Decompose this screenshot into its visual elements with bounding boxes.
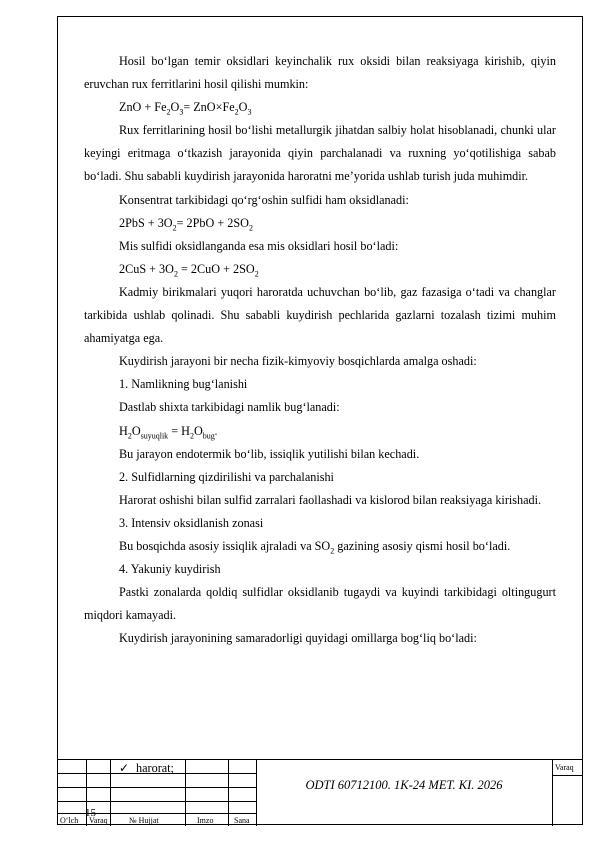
body-line — [84, 443, 556, 466]
text-run: Konsentrat tarkibidagi qo‘rg‘oshin sulfidi ham oksidlanadi: — [119, 192, 409, 207]
subscript: 3 — [179, 107, 184, 117]
checklist-item-text: harorat; — [136, 761, 174, 775]
stamp-olch-label: O‘lch — [60, 816, 79, 825]
text-run: = 2PbO + 2SO — [176, 215, 249, 230]
subscript: 2 — [172, 223, 177, 233]
text-run: = H — [168, 423, 190, 438]
title-block-stamp — [57, 759, 583, 826]
subscript: 2 — [234, 107, 239, 117]
body-line — [84, 396, 556, 419]
text-run: 2PbS + 3O — [119, 215, 173, 230]
stamp-varaq-label: Varaq — [555, 763, 574, 772]
body-line — [84, 212, 556, 235]
stamp-varaq-col-label: Varaq — [89, 816, 108, 825]
text-run: 3. Intensiv oksidlanish zonasi — [119, 515, 264, 530]
body-paragraph — [84, 535, 556, 558]
text-run: O — [238, 100, 248, 115]
body-line — [84, 189, 556, 212]
subscript: 2 — [254, 269, 259, 279]
body-paragraph: Kadmiy birikmalari yuqori haroratda uchuvchan bo‘lib, gaz fazasiga o‘tadi va changlar tarkibida ushlab qolinadi. Shu sababli kuydirish pechlarida gazlarni tozalash tizimi muhim ahamiyatga ega. — [84, 284, 556, 346]
body-paragraph: Harorat oshishi bilan sulfid zarralari faollashadi va kislorod bilan reaksiyaga kirishadi. — [119, 492, 542, 507]
text-run: 2. Sulfidlarning qizdirilishi va parchalanishi — [119, 469, 334, 484]
text-run: Kuydirish jarayonining samaradorligi quyidagi omillarga bog‘liq bo‘ladi: — [119, 631, 477, 646]
body-line — [84, 373, 556, 396]
subscript: 2 — [127, 430, 132, 440]
text-run: 4. Yakuniy kuydirish — [119, 562, 221, 577]
body-line — [84, 258, 556, 281]
subscript: suyuqlik — [140, 430, 169, 440]
subscript: 2 — [248, 223, 253, 233]
text-run: = ZnO×Fe — [183, 100, 235, 115]
text-run: gazining asosiy qismi hosil bo‘ladi. — [334, 538, 511, 553]
text-run: O — [193, 423, 203, 438]
subscript: 2 — [330, 546, 335, 556]
text-run: Bu bosqichda asosiy issiqlik ajraladi va SO — [119, 538, 331, 553]
document-code: ODTI 60712100. 1K-24 MET. KI. 2026 — [305, 778, 503, 792]
stamp-sana-label: Sana — [234, 816, 250, 825]
subscript: bug‘ — [202, 430, 218, 440]
text-run: Bu jarayon endotermik bo‘lib, issiqlik yutilishi bilan kechadi. — [119, 446, 420, 461]
text-run: O — [131, 423, 141, 438]
text-run: H — [119, 423, 128, 438]
body-line — [84, 420, 556, 443]
page-number: 15 — [85, 807, 96, 819]
body-line — [84, 96, 556, 119]
subscript: 2 — [189, 430, 194, 440]
body-line — [84, 512, 556, 535]
body-line — [84, 350, 556, 373]
document-body — [84, 50, 556, 650]
stamp-hujjat-label: № Hujjat — [129, 816, 159, 825]
text-run: ZnO + Fe — [119, 100, 167, 115]
subscript: 2 — [166, 107, 171, 117]
text-run: O — [170, 100, 180, 115]
checkmark-icon: ✓ — [119, 761, 130, 775]
text-run: = 2CuO + 2SO — [177, 261, 255, 276]
body-paragraph: Rux ferritlarining hosil bo‘lishi metallurgik jihatdan salbiy holat hisoblanadi, chunki ular keyingi eritmaga o‘tkazish jarayonida qiyin parchalanadi va ruxning yo‘qotilishiga sabab bo‘ladi. Shu sababli kuydirish jarayonida haroratni me’yorida ushlab turish juda muhimdir. — [84, 123, 556, 184]
body-line — [84, 558, 556, 581]
body-paragraph: Hosil bo‘lgan temir oksidlari keyinchalik rux oksidi bilan reaksiyaga kirishib, qiyin eruvchan rux ferritlarini hosil qilishi mumkin: — [84, 54, 556, 92]
text-run: 1. Namlikning bug‘lanishi — [119, 377, 248, 392]
body-line — [84, 466, 556, 489]
text-run: Dastlab shixta tarkibidagi namlik bug‘lanadi: — [119, 400, 340, 415]
subscript: 3 — [247, 107, 252, 117]
stamp-imzo-label: Imzo — [197, 816, 214, 825]
body-line — [84, 235, 556, 258]
body-line — [84, 627, 556, 650]
text-run: Kuydirish jarayoni bir necha fizik-kimyoviy bosqichlarda amalga oshadi: — [119, 354, 477, 369]
subscript: 2 — [173, 269, 178, 279]
text-run: 2CuS + 3O — [119, 261, 174, 276]
text-run: Mis sulfidi oksidlanganda esa mis oksidlari hosil bo‘ladi: — [119, 238, 399, 253]
body-paragraph: Pastki zonalarda qoldiq sulfidlar oksidlanib tugaydi va kuyindi tarkibidagi oltingugurt miqdori kamayadi. — [84, 585, 556, 623]
